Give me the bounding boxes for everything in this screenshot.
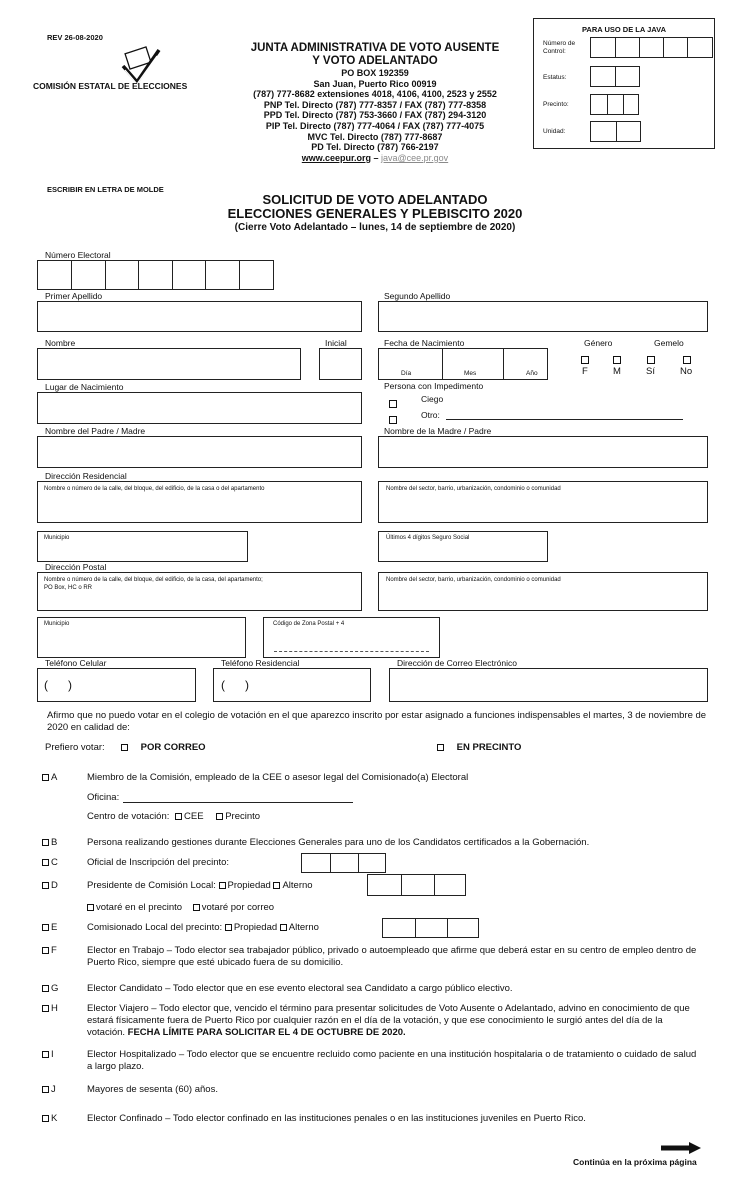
prefer-vote-label: Prefiero votar:	[45, 742, 105, 753]
blind-label: Ciego	[421, 394, 444, 404]
d-property-label: Propiedad	[227, 880, 271, 891]
home-phone-parens: ( )	[221, 678, 249, 692]
postal-municipality-field[interactable]	[37, 617, 246, 658]
vote-precinct-label: votaré en el precinto	[96, 902, 183, 913]
affirmation-text: Afirmo que no puedo votar en el colegio de votación en el que aparezco inscrito por estar asignado a funciones indispensables el martes, 3 de noviembre de 2020 en calidad de:	[47, 710, 707, 733]
registration-officer-precinct-field[interactable]	[301, 853, 386, 873]
street-hint: Nombre o número de la calle, del bloque, del edificio, de la casa o del apartamento	[44, 486, 265, 492]
print-instruction: ESCRIBIR EN LETRA DE MOLDE	[47, 185, 164, 194]
option-key: K	[51, 1113, 58, 1124]
contact-line: PD Tel. Directo (787) 766-2197	[311, 142, 439, 153]
option-key: G	[51, 983, 59, 994]
year-label: Año	[526, 370, 538, 377]
option-c-checkbox[interactable]	[42, 859, 49, 866]
continue-next-page: Continúa en la próxima página	[573, 1157, 697, 1167]
agency-name-line1: JUNTA ADMINISTRATIVA DE VOTO AUSENTE	[250, 42, 500, 54]
arrow-right-icon	[661, 1141, 701, 1153]
d-alternate-label: Alterno	[282, 880, 313, 891]
birthplace-label: Lugar de Nacimiento	[45, 382, 124, 392]
option-e-text	[87, 922, 319, 934]
agency-name-line2: Y VOTO ADELANTADO	[312, 55, 438, 67]
option-i-checkbox[interactable]	[42, 1051, 49, 1058]
option-key: B	[51, 837, 58, 848]
name-label: Nombre	[45, 338, 76, 348]
option-key: F	[51, 945, 57, 956]
office-label: Oficina:	[87, 792, 120, 803]
other-line[interactable]	[446, 419, 683, 420]
prefer-vote	[45, 742, 105, 754]
center-precinct-label: Precinto	[225, 811, 261, 822]
option-d-text	[87, 880, 313, 892]
first-surname-label: Primer Apellido	[45, 291, 103, 301]
mail-checkbox[interactable]	[121, 744, 128, 751]
email-address-label: Dirección de Correo Electrónico	[397, 658, 517, 668]
office-use-box	[533, 18, 715, 149]
unit-field[interactable]	[590, 121, 641, 142]
mother-father-field[interactable]	[378, 436, 708, 468]
agency-contact	[205, 68, 545, 163]
local-commissioner-precinct-field[interactable]	[382, 918, 479, 938]
vote-precinct-checkbox[interactable]	[87, 904, 94, 911]
month-label: Mes	[464, 370, 477, 377]
web-separator: –	[370, 152, 381, 163]
ballot-check-icon	[115, 44, 165, 86]
option-key: D	[51, 880, 58, 891]
contact-line: MVC Tel. Directo (787) 777-8687	[307, 131, 443, 142]
commission-name: COMISIÓN ESTATAL DE ELECCIONES	[33, 81, 188, 91]
control-number-label	[543, 40, 575, 56]
control-label-line: Número de	[543, 40, 576, 47]
option-key: A	[51, 772, 58, 783]
option-j-text: Mayores de sesenta (60) años.	[87, 1084, 218, 1095]
other-label: Otro:	[421, 410, 440, 420]
ssn-hint: Últimos 4 dígitos Seguro Social	[386, 535, 470, 541]
option-key: J	[51, 1084, 56, 1095]
option-h-body: Elector Viajero – Todo elector que, vencido el término para presentar solicitudes de Voto Ausente o Adelantado, advino en conocimiento de que estará físicamente fuera de Puerto Rico por cualquier razón en el día de la votación, y que ese conocimiento le surgió antes del día de la votación.	[87, 1003, 690, 1038]
option-h-deadline: FECHA LÍMITE PARA SOLICITAR EL 4 DE OCTUBRE DE 2020.	[127, 1027, 406, 1038]
cell-phone-parens: ( )	[44, 678, 72, 692]
option-key: C	[51, 857, 58, 868]
option-e-label: Comisionado Local del precinto:	[87, 922, 223, 933]
mother-father-label: Nombre de la Madre / Padre	[384, 426, 492, 436]
postal-sector-hint: Nombre del sector, barrio, urbanización, condominio o comunidad	[386, 577, 561, 583]
option-f-checkbox[interactable]	[42, 947, 49, 954]
status-field[interactable]	[590, 66, 640, 87]
residential-sector-field[interactable]	[378, 481, 708, 523]
option-key: H	[51, 1003, 58, 1014]
sector-hint: Nombre del sector, barrio, urbanización, condominio o comunidad	[386, 486, 561, 492]
electoral-number-field[interactable]	[37, 260, 274, 290]
contact-line: San Juan, Puerto Rico 00919	[313, 78, 437, 89]
option-key: E	[51, 922, 58, 933]
form-title-line3: (Cierre Voto Adelantado – lunes, 14 de septiembre de 2020)	[234, 222, 516, 233]
form-title-line2: ELECCIONES GENERALES Y PLEBISCITO 2020	[227, 206, 523, 221]
father-mother-field[interactable]	[37, 436, 362, 468]
center-cee-label: CEE	[184, 811, 204, 822]
postal-street-hint-2: PO Box, HC o RR	[44, 585, 93, 591]
day-label: Día	[401, 370, 412, 377]
center-label: Centro de votación:	[87, 811, 170, 822]
name-field[interactable]	[37, 348, 301, 380]
option-d-vote	[87, 902, 274, 914]
option-j-checkbox[interactable]	[42, 1086, 49, 1093]
center-cee-checkbox[interactable]	[175, 813, 182, 820]
e-property-label: Propiedad	[233, 922, 278, 933]
ssn-last4-field[interactable]	[378, 531, 548, 562]
office-line[interactable]	[123, 802, 353, 803]
second-surname-field[interactable]	[378, 301, 708, 332]
postal-municipality-hint: Municipio	[44, 621, 70, 627]
option-i-text: Elector Hospitalizado – Todo elector que se encuentre recluido como paciente en una institución hospitalaria o de tratamiento o cuidado de salud a largo plazo.	[87, 1049, 697, 1072]
contact-line: PPD Tel. Directo (787) 753-3660 / FAX (787) 294-3120	[263, 110, 487, 121]
option-d-checkbox[interactable]	[42, 882, 49, 889]
twin-yes-label: Sí	[646, 366, 655, 377]
second-surname-label: Segundo Apellido	[384, 291, 451, 301]
prefer-precinct-option[interactable]	[437, 742, 521, 754]
cell-phone-label: Teléfono Celular	[45, 658, 107, 668]
home-phone-field[interactable]	[213, 668, 371, 702]
option-f-text: Elector en Trabajo – Todo elector sea trabajador público, privado o autoempleado que afirme que deberá estar en su centro de empleo dentro de Puerto Rico, siempre que esté ubicado fuera de su domicilio.	[87, 945, 697, 968]
d-alternate-checkbox[interactable]	[273, 882, 280, 889]
prefer-precinct-label: EN PRECINTO	[456, 742, 522, 753]
prefer-mail-option[interactable]	[121, 742, 206, 754]
postal-street-hint: Nombre o número de la calle, del bloque, del edificio, de la casa, del apartamento;	[44, 577, 263, 583]
precinct-checkbox[interactable]	[437, 744, 444, 751]
option-b-checkbox[interactable]	[42, 839, 49, 846]
residential-address-label: Dirección Residencial	[45, 471, 127, 481]
postal-street-field[interactable]	[37, 572, 362, 611]
form-title-line1: SOLICITUD DE VOTO ADELANTADO	[262, 192, 488, 207]
status-label: Estatus:	[543, 74, 567, 81]
option-g-text: Elector Candidato – Todo elector que en ese evento electoral sea Candidato a cargo público electivo.	[87, 983, 513, 994]
option-c-text: Oficial de Inscripción del precinto:	[87, 857, 230, 868]
cell-phone-field[interactable]	[37, 668, 196, 702]
electoral-number-label: Número Electoral	[45, 250, 111, 260]
option-h-checkbox[interactable]	[42, 1005, 49, 1012]
postal-address-label: Dirección Postal	[45, 562, 107, 572]
father-mother-label: Nombre del Padre / Madre	[45, 426, 146, 436]
zip-code-field[interactable]	[263, 617, 440, 658]
local-commission-president-field[interactable]	[367, 874, 466, 896]
home-phone-label: Teléfono Residencial	[221, 658, 300, 668]
office-use-title: PARA USO DE LA JAVA	[581, 25, 667, 34]
option-k-text: Elector Confinado – Todo elector confinado en las instituciones penales o en las instituciones juveniles en Puerto Rico.	[87, 1113, 586, 1124]
option-h-text	[87, 1003, 702, 1039]
contact-line: PO BOX 192359	[341, 68, 409, 78]
option-a-office	[87, 792, 119, 804]
twin-label: Gemelo	[654, 338, 684, 348]
initial-label: Inicial	[325, 338, 347, 348]
gender-m-label: M	[613, 366, 621, 377]
prefer-mail-label: POR CORREO	[140, 742, 206, 753]
option-a-text: Miembro de la Comisión, empleado de la CEE o asesor legal del Comisionado(a) Electoral	[87, 772, 469, 783]
e-alternate-checkbox[interactable]	[280, 924, 287, 931]
zip-dash-line	[274, 651, 429, 652]
option-key: I	[51, 1049, 54, 1060]
precinct-label: Precinto:	[543, 101, 569, 108]
option-a-checkbox[interactable]	[42, 774, 49, 781]
residential-municipality-field[interactable]	[37, 531, 248, 562]
postal-sector-field[interactable]	[378, 572, 708, 611]
twin-no-label: No	[680, 366, 693, 377]
residential-street-field[interactable]	[37, 481, 362, 523]
option-d-label: Presidente de Comisión Local:	[87, 880, 216, 891]
contact-line: PIP Tel. Directo (787) 777-4064 / FAX (787) 777-4075	[265, 120, 485, 131]
option-b-text: Persona realizando gestiones durante Elecciones Generales para uno de los Candidatos certificados a la Gobernación.	[87, 837, 590, 848]
option-k-checkbox[interactable]	[42, 1115, 49, 1122]
birthplace-field[interactable]	[37, 392, 362, 424]
precinct-field[interactable]	[590, 94, 639, 115]
contact-line: PNP Tel. Directo (787) 777-8357 / FAX (787) 777-8358	[263, 99, 487, 110]
e-property-checkbox[interactable]	[225, 924, 232, 931]
vote-mail-label: votaré por correo	[201, 902, 275, 913]
gender-f-label: F	[582, 366, 588, 377]
contact-line: (787) 777-8682 extensiones 4018, 4106, 4100, 2523 y 2552	[253, 89, 497, 100]
web-contact	[205, 153, 545, 164]
initial-field[interactable]	[319, 348, 362, 380]
vote-mail-checkbox[interactable]	[193, 904, 200, 911]
email-address-field[interactable]	[389, 668, 708, 702]
zip-code-hint: Código de Zona Postal + 4	[273, 621, 345, 627]
unit-label: Unidad:	[543, 128, 566, 135]
email-link[interactable]: java@cee.pr.gov	[381, 152, 449, 163]
gender-label: Género	[584, 338, 613, 348]
center-precinct-checkbox[interactable]	[216, 813, 223, 820]
option-a-center	[87, 811, 260, 823]
option-g-checkbox[interactable]	[42, 985, 49, 992]
birth-date-field[interactable]	[378, 348, 548, 380]
birth-date-label: Fecha de Nacimiento	[384, 338, 465, 348]
control-label-line: Control:	[543, 48, 566, 55]
impaired-label: Persona con Impedimento	[384, 381, 484, 391]
first-surname-field[interactable]	[37, 301, 362, 332]
option-e-checkbox[interactable]	[42, 924, 49, 931]
revision: REV 26-08-2020	[47, 33, 103, 42]
municipality-hint: Municipio	[44, 535, 70, 541]
website-link[interactable]: www.ceepur.org	[301, 152, 371, 163]
d-property-checkbox[interactable]	[219, 882, 226, 889]
e-alternate-label: Alterno	[288, 922, 319, 933]
control-number-field[interactable]	[590, 37, 713, 58]
